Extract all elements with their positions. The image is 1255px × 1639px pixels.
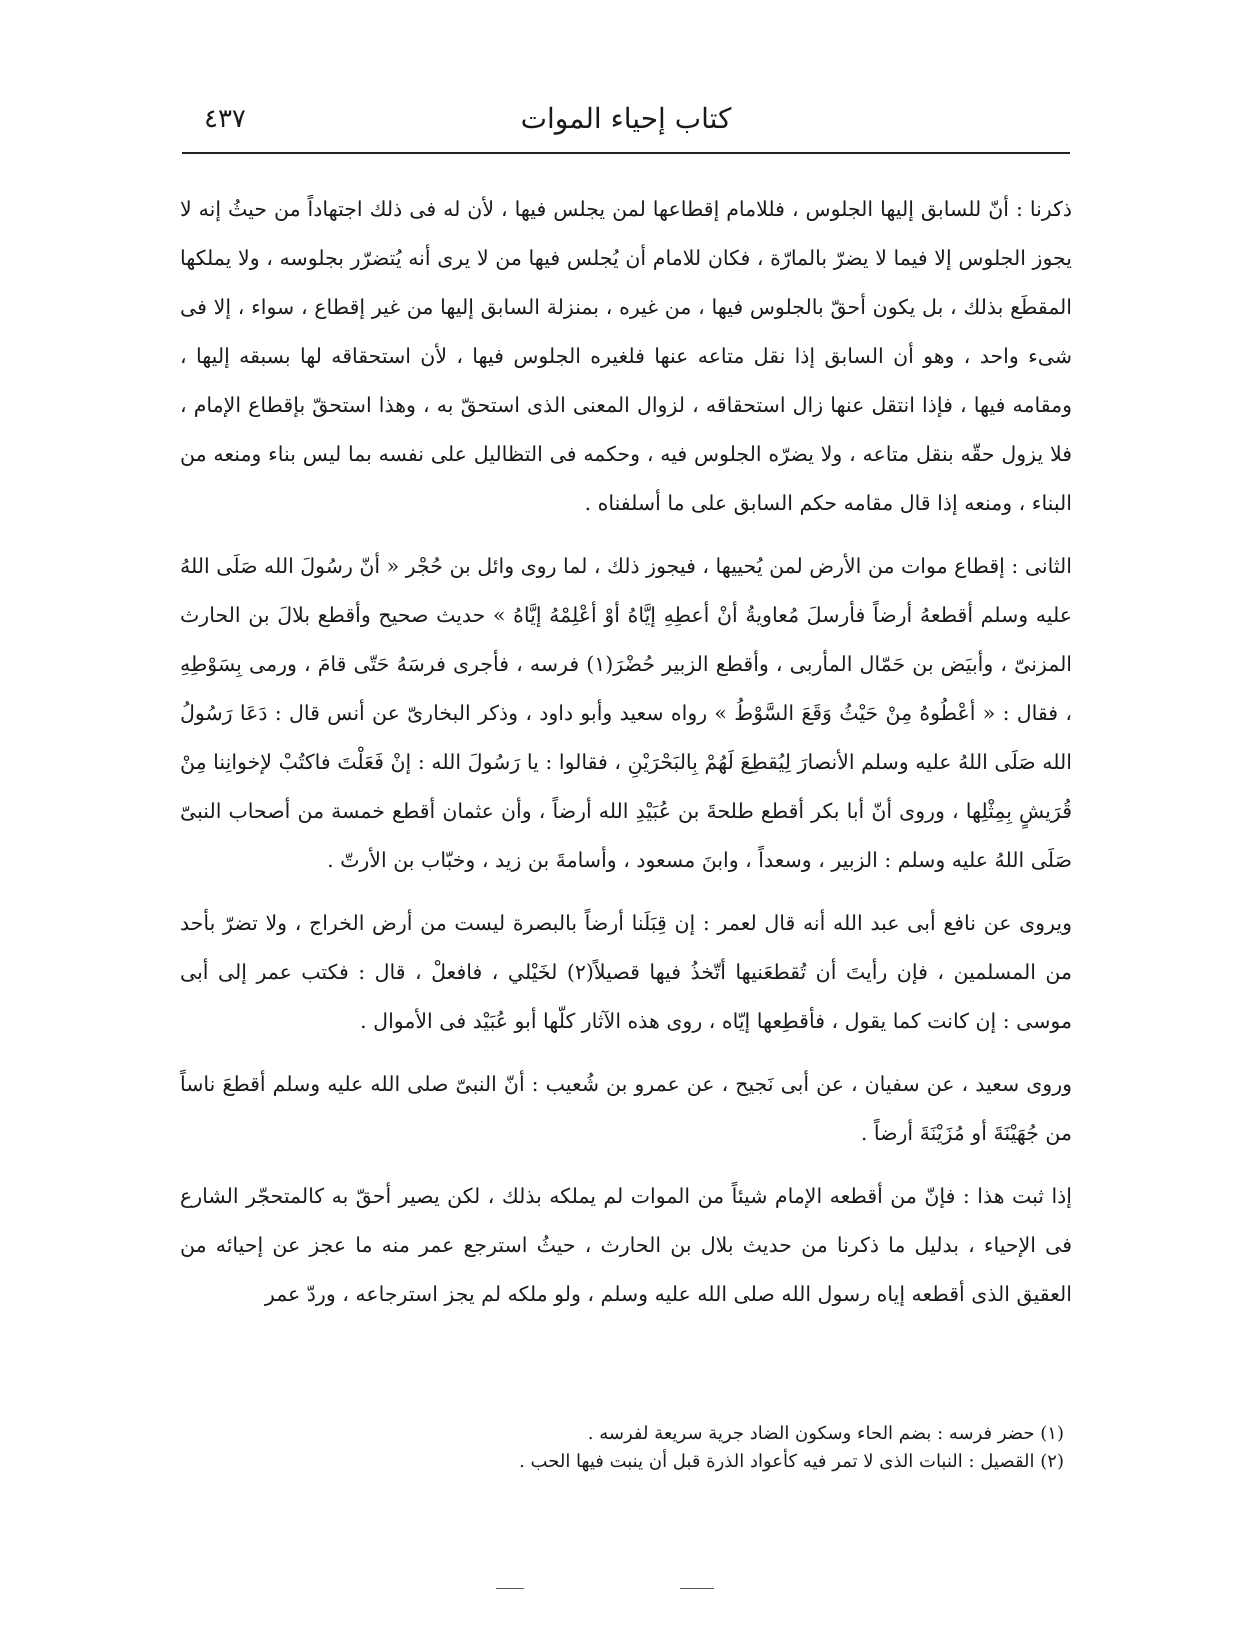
- page-number: ٤٣٧: [204, 104, 246, 134]
- scan-mark: [680, 1588, 714, 1589]
- header-rule: [182, 152, 1070, 154]
- paragraph-2: الثانى : إقطاع موات من الأرض لمن يُحييها ، فيجوز ذلك ، لما روى وائل بن حُجْر « أنّ رسُولَ الله صَلَى اللهُ عليه وسلم أقطعهُ أرضاً فأرسلَ مُعاويةُ أنْ أعطِهِ إيَّاهُ أوْ أعْلِمْهُ إيَّاهُ » حديث صحيح وأقطع بلالَ بن الحارث المزنىّ ، وأبيَض بن حَمّال المأربى ، وأقطع الزبير حُضْرَ(١) فرسه ، فأجرى فرسَهُ حَتّى قامَ ، ورمى بِسَوْطِهِ ، فقال : « أعْطُوهُ مِنْ حَيْثُ وَقَعَ السَّوْطُ » رواه سعيد وأبو داود ، وذكر البخارىّ عن أنس قال : دَعَا رَسُولُ الله صَلَى اللهُ عليه وسلم الأنصارَ لِيُقطِعَ لَهُمْ بِالبَحْرَيْنِ ، فقالوا : يا رَسُولَ الله : إنْ فَعَلْتَ فاكتُبْ لإخوانِنا مِنْ قُرَيشٍ بِمِثْلِها ، وروى أنّ أبا بكر أقطع طلحةَ بن عُبَيْدِ الله أرضاً ، وأن عثمان أقطع خمسة من أصحاب النبىّ صَلَى اللهُ عليه وسلم : الزبير ، وسعداً ، وابنَ مسعود ، وأسامةَ بن زيد ، وخبّاب بن الأرتّ .: [180, 554, 1073, 872]
- scan-marks: [0, 1588, 1255, 1592]
- paragraph-4: وروى سعيد ، عن سفيان ، عن أبى نَجيح ، عن عمرو بن شُعيب : أنّ النبىّ صلى الله عليه وسلم أقطعَ ناساً من جُهَيْنَةَ أو مُزَيْنَةَ أرضاً .: [180, 1072, 1072, 1145]
- scan-mark: [496, 1588, 524, 1589]
- paragraph-1: ذكرنا : أنّ للسابق إليها الجلوس ، فللامام إقطاعها لمن يجلس فيها ، لأن له فى ذلك اجتهاداً من حيثُ إنه لا يجوز الجلوس إلا فيما لا يضرّ بالمارّة ، فكان للامام أن يُجلس فيها من لا يرى أنه يُتضرّر بجلوسه ، ولا يملكها المقطَع بذلك ، بل يكون أحقّ بالجلوس فيها ، من غيره ، بمنزلة السابق إليها من غير إقطاع ، سواء ، إلا فى شىء واحد ، وهو أن السابق إذا نقل متاعه عنها فلغيره الجلوس فيها ، لأن استحقاقه لها بسبقه إليها ، ومقامه فيها ، فإذا انتقل عنها زال استحقاقه ، لزوال المعنى الذى استحقّ به ، وهذا استحقّ بإقطاع الإمام ، فلا يزول حقّه بنقل متاعه ، ولا يضرّه الجلوس فيه ، وحكمه فى التظاليل على نفسه بما ليس بناء ومنعه من البناء ، ومنعه إذا قال مقامه حكم السابق على ما أسلفناه .: [180, 197, 1072, 515]
- page-header: [182, 92, 1070, 152]
- footnotes: [180, 1420, 1072, 1476]
- paragraph-5: إذا ثبت هذا : فإنّ من أقطعه الإمام شيئاً من الموات لم يملكه بذلك ، لكن يصير أحقّ به كالمتحجّر الشارع فى الإحياء ، بدليل ما ذكرنا من حديث بلال بن الحارث ، حيثُ استرجع عمر منه ما عجز عن إحيائه من العقيق الذى أقطعه إياه رسول الله صلى الله عليه وسلم ، ولو ملكه لم يجز استرجاعه ، وردّ عمر: [180, 1184, 1072, 1306]
- footnote-1: (١) حضر فرسه : بضم الحاء وسكون الضاد جرية سريعة لفرسه .: [587, 1423, 1064, 1444]
- body-text: [180, 185, 1072, 1319]
- footnote-2: (٢) القصيل : النبات الذى لا تمر فيه كأعواد الذرة قبل أن ينبت فيها الحب .: [519, 1451, 1064, 1472]
- running-title: كتاب إحياء الموات: [520, 102, 732, 135]
- paragraph-3: ويروى عن نافع أبى عبد الله أنه قال لعمر : إن قِبَلَنا أرضاً بالبصرة ليست من أرض الخراج ، ولا تضرّ بأحد من المسلمين ، فإن رأيتَ أن تُقطعَنيها أتّخذُ فيها قصيلاً(٢) لخَيْلي ، فافعلْ ، قال : فكتب عمر إلى أبى موسى : إن كانت كما يقول ، فأقطِعها إيّاه ، روى هذه الآثار كلّها أبو عُبَيْد فى الأموال .: [180, 911, 1073, 1033]
